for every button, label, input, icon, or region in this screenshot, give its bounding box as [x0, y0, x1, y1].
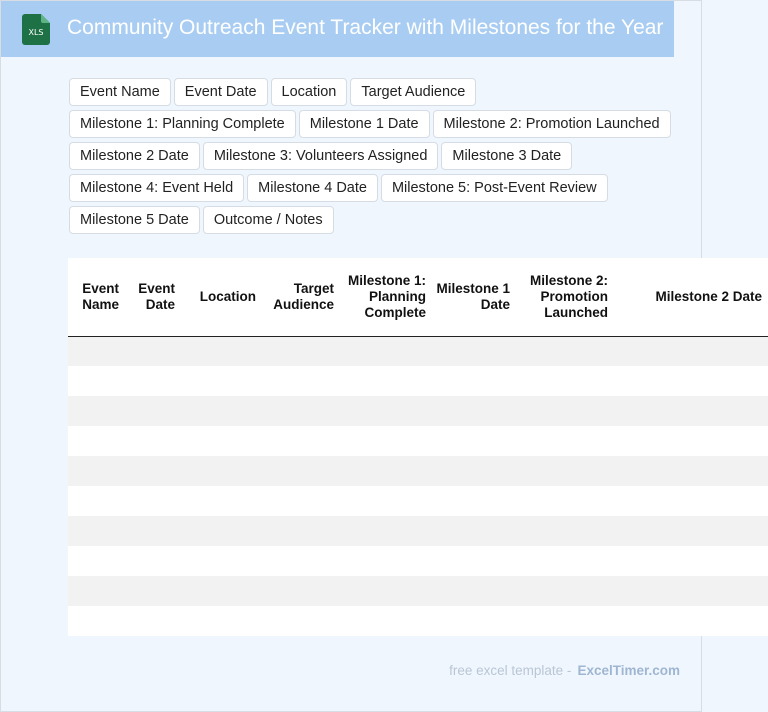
table-cell[interactable]: [262, 576, 340, 606]
field-chip[interactable]: Milestone 3: Volunteers Assigned: [203, 142, 439, 170]
field-chip[interactable]: Milestone 1: Planning Complete: [69, 110, 296, 138]
table-body: [68, 336, 768, 636]
table-cell[interactable]: [340, 336, 432, 366]
table-cell[interactable]: [340, 396, 432, 426]
table-cell[interactable]: [181, 336, 262, 366]
column-header[interactable]: Location: [181, 258, 262, 336]
table-cell[interactable]: [262, 426, 340, 456]
table-row: [68, 366, 768, 396]
table-row: [68, 576, 768, 606]
table-cell[interactable]: [68, 516, 125, 546]
table-cell[interactable]: [68, 336, 125, 366]
table-cell[interactable]: [516, 516, 614, 546]
column-header[interactable]: Event Name: [68, 258, 125, 336]
footer-brand-link[interactable]: ExcelTimer.com: [577, 663, 680, 678]
table-cell[interactable]: [181, 426, 262, 456]
table-cell[interactable]: [262, 366, 340, 396]
table-cell[interactable]: [340, 606, 432, 636]
table-cell[interactable]: [516, 486, 614, 516]
field-chip[interactable]: Event Name: [69, 78, 171, 106]
table-cell[interactable]: [614, 606, 768, 636]
page-title: Community Outreach Event Tracker with Milestones for the Year: [67, 16, 664, 39]
field-chip[interactable]: Milestone 1 Date: [299, 110, 430, 138]
table-cell[interactable]: [516, 546, 614, 576]
table-cell[interactable]: [614, 396, 768, 426]
table-cell[interactable]: [614, 426, 768, 456]
table-cell[interactable]: [181, 516, 262, 546]
field-chip[interactable]: Event Date: [174, 78, 268, 106]
table-cell[interactable]: [125, 426, 181, 456]
table-cell[interactable]: [68, 366, 125, 396]
table-cell[interactable]: [262, 606, 340, 636]
table-cell[interactable]: [125, 366, 181, 396]
table-cell[interactable]: [614, 366, 768, 396]
table-cell[interactable]: [516, 456, 614, 486]
field-chip[interactable]: Milestone 4 Date: [247, 174, 378, 202]
table-cell[interactable]: [125, 456, 181, 486]
table-cell[interactable]: [68, 606, 125, 636]
table-cell[interactable]: [262, 396, 340, 426]
table-cell[interactable]: [181, 456, 262, 486]
table-cell[interactable]: [340, 516, 432, 546]
field-chip[interactable]: Outcome / Notes: [203, 206, 334, 234]
table-cell[interactable]: [432, 366, 516, 396]
page-header: [1, 1, 674, 57]
table-cell[interactable]: [340, 486, 432, 516]
table-cell[interactable]: [516, 576, 614, 606]
table-cell[interactable]: [432, 516, 516, 546]
field-chip[interactable]: Milestone 5: Post-Event Review: [381, 174, 608, 202]
field-chip[interactable]: Milestone 3 Date: [441, 142, 572, 170]
table-cell[interactable]: [181, 576, 262, 606]
tracker-table-container[interactable]: [68, 258, 762, 636]
table-row: [68, 546, 768, 576]
field-chip[interactable]: Target Audience: [350, 78, 476, 106]
column-header[interactable]: Milestone 2: Promotion Launched: [516, 258, 614, 336]
table-cell[interactable]: [340, 576, 432, 606]
tracker-table: [68, 258, 768, 636]
field-chip[interactable]: Milestone 2: Promotion Launched: [433, 110, 671, 138]
table-cell[interactable]: [614, 576, 768, 606]
table-cell[interactable]: [432, 606, 516, 636]
table-cell[interactable]: [262, 516, 340, 546]
table-cell[interactable]: [181, 546, 262, 576]
table-cell[interactable]: [262, 546, 340, 576]
table-cell[interactable]: [68, 426, 125, 456]
table-cell[interactable]: [340, 366, 432, 396]
column-header[interactable]: Milestone 2 Date: [614, 258, 768, 336]
table-cell[interactable]: [68, 486, 125, 516]
table-cell[interactable]: [432, 336, 516, 366]
table-cell[interactable]: [68, 576, 125, 606]
table-cell[interactable]: [516, 396, 614, 426]
table-cell[interactable]: [68, 456, 125, 486]
table-row: [68, 606, 768, 636]
table-cell[interactable]: [181, 486, 262, 516]
table-cell[interactable]: [181, 366, 262, 396]
table-cell[interactable]: [262, 456, 340, 486]
table-cell[interactable]: [432, 396, 516, 426]
table-cell[interactable]: [340, 456, 432, 486]
table-cell[interactable]: [516, 426, 614, 456]
table-row: [68, 486, 768, 516]
table-cell[interactable]: [125, 576, 181, 606]
table-cell[interactable]: [614, 486, 768, 516]
table-cell[interactable]: [262, 486, 340, 516]
table-cell[interactable]: [516, 336, 614, 366]
table-cell[interactable]: [125, 486, 181, 516]
table-cell[interactable]: [68, 396, 125, 426]
xls-icon-label: XLS: [28, 28, 44, 37]
table-cell[interactable]: [125, 336, 181, 366]
table-cell[interactable]: [262, 336, 340, 366]
column-header[interactable]: Event Date: [125, 258, 181, 336]
table-cell[interactable]: [432, 426, 516, 456]
column-header[interactable]: Milestone 1: Planning Complete: [340, 258, 432, 336]
table-row: [68, 396, 768, 426]
table-cell[interactable]: [125, 546, 181, 576]
table-cell[interactable]: [614, 336, 768, 366]
table-row: [68, 426, 768, 456]
table-header-row: [68, 258, 768, 336]
table-cell[interactable]: [432, 456, 516, 486]
table-cell[interactable]: [614, 456, 768, 486]
table-cell[interactable]: [516, 366, 614, 396]
table-cell[interactable]: [432, 546, 516, 576]
xls-file-icon: [22, 14, 50, 45]
table-cell[interactable]: [614, 516, 768, 546]
table-cell[interactable]: [181, 606, 262, 636]
table-cell[interactable]: [614, 546, 768, 576]
table-cell[interactable]: [432, 486, 516, 516]
table-row: [68, 456, 768, 486]
table-row: [68, 516, 768, 546]
footer-free-text: free excel template -: [449, 663, 572, 678]
table-cell[interactable]: [125, 516, 181, 546]
table-cell[interactable]: [68, 546, 125, 576]
table-cell[interactable]: [340, 426, 432, 456]
column-header[interactable]: Milestone 1 Date: [432, 258, 516, 336]
table-cell[interactable]: [125, 396, 181, 426]
column-header[interactable]: Target Audience: [262, 258, 340, 336]
table-cell[interactable]: [125, 606, 181, 636]
field-chip[interactable]: Milestone 5 Date: [69, 206, 200, 234]
field-chip[interactable]: Milestone 4: Event Held: [69, 174, 244, 202]
field-chip[interactable]: Location: [271, 78, 348, 106]
table-cell[interactable]: [432, 576, 516, 606]
table-cell[interactable]: [340, 546, 432, 576]
table-cell[interactable]: [181, 396, 262, 426]
field-chip-list: [69, 78, 694, 234]
field-chip[interactable]: Milestone 2 Date: [69, 142, 200, 170]
table-cell[interactable]: [516, 606, 614, 636]
footer-credit: [449, 663, 680, 678]
table-row: [68, 336, 768, 366]
